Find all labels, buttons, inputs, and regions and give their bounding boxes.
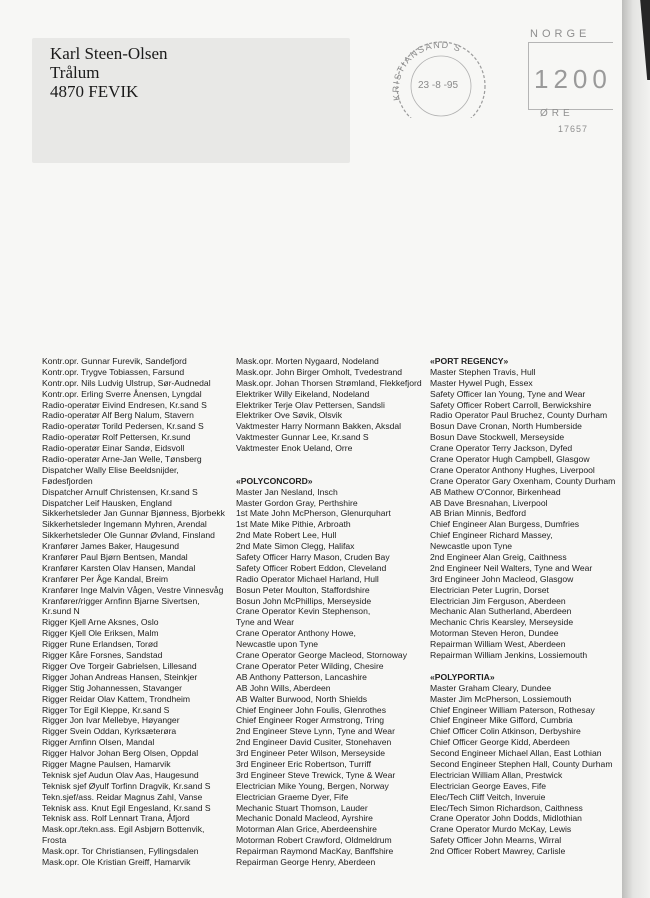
crew-entry: Dispatcher Leif Hausken, England [42, 497, 172, 508]
crew-entry: Motorman Robert Crawford, Oldmeldrum [236, 835, 392, 846]
crew-entry: Mechanic Chris Kearsley, Merseyside [430, 617, 574, 628]
crew-entry: Motorman Alan Grice, Aberdeenshire [236, 824, 377, 835]
crew-entry: Mechanic Donald Macleod, Ayrshire [236, 813, 373, 824]
crew-entry: Electrician William Allan, Prestwick [430, 769, 563, 780]
crew-entry: Rigger Kjell Arne Aksnes, Oslo [42, 617, 159, 628]
crew-entry: 2nd Mate Robert Lee, Hull [236, 530, 337, 541]
crew-entry: Sikkerhetsleder Ingemann Myhren, Arendal [42, 519, 207, 530]
crew-entry: 2nd Mate Simon Clegg, Halifax [236, 541, 355, 552]
crew-entry: Master Graham Cleary, Dundee [430, 682, 552, 693]
crew-entry: Master Hywel Pugh, Essex [430, 377, 533, 388]
ship-heading: «POLYPORTIA» [430, 671, 495, 682]
crew-entry: Repairman William Jenkins, Lossiemouth [430, 650, 588, 661]
crew-entry: 2nd Engineer Neil Walters, Tyne and Wear [430, 562, 593, 573]
crew-entry: Safety Officer Ian Young, Tyne and Wear [430, 388, 586, 399]
crew-entry: 1st Mate John McPherson, Glenurquhart [236, 508, 391, 519]
ship-heading: «POLYCONCORD» [236, 475, 313, 486]
crew-list-column-3 [430, 356, 615, 857]
address-window [32, 38, 350, 163]
address-street: Trålum [50, 63, 100, 82]
crew-entry: Second Engineer Stephen Hall, County Durham [430, 758, 613, 769]
crew-entry: 2nd Engineer Alan Greig, Caithness [430, 552, 567, 563]
page-edge-shadow [622, 0, 650, 898]
crew-entry: Master Gordon Gray, Perthshire [236, 497, 358, 508]
crew-entry: Crane Operator Peter Wilding, Chesire [236, 660, 384, 671]
crew-entry: Chief Officer George Kidd, Aberdeen [430, 737, 570, 748]
crew-entry: Teknisk sjef Øyulf Torfinn Dragvik, Kr.sand S [42, 780, 211, 791]
crew-entry: Safety Officer Robert Eddon, Cleveland [236, 562, 387, 573]
crew-entry: Rigger Kåre Forsnes, Sandstad [42, 650, 163, 661]
crew-entry: Kranfører Per Åge Kandal, Breim [42, 573, 169, 584]
crew-entry: Elektriker Ove Søvik, Olsvik [236, 410, 343, 421]
crew-entry: Bosun Dave Cronan, North Humberside [430, 421, 582, 432]
crew-entry: Repairman George Henry, Aberdeen [236, 856, 376, 867]
crew-entry: Radio Operator Michael Harland, Hull [236, 573, 379, 584]
scan-corner [636, 0, 650, 80]
crew-entry: Chief Engineer Alan Burgess, Dumfries [430, 519, 580, 530]
crew-entry: Kontr.opr. Trygve Tobiassen, Farsund [42, 366, 185, 377]
crew-list-column-2 [236, 356, 422, 868]
crew-entry: Electrician Graeme Dyer, Fife [236, 791, 349, 802]
crew-entry: Bosun Dave Stockwell, Merseyside [430, 432, 565, 443]
crew-entry: 3rd Engineer Eric Robertson, Turriff [236, 758, 372, 769]
crew-entry: Master Jan Nesland, Insch [236, 486, 338, 497]
crew-entry: Master Stephen Travis, Hull [430, 366, 536, 377]
crew-entry: Frosta [42, 835, 67, 846]
crew-entry: Tyne and Wear [236, 617, 295, 628]
meter-value: 1200 [534, 64, 612, 94]
crew-entry: Mechanic Alan Sutherland, Aberdeen [430, 606, 572, 617]
crew-entry: Rigger Rune Erlandsen, Torød [42, 639, 158, 650]
address-city: 4870 FEVIK [50, 82, 139, 101]
crew-entry: Bosun John McPhillips, Merseyside [236, 595, 372, 606]
meter-currency: ØRE [540, 108, 574, 119]
crew-entry: Sikkerhetsleder Ole Gunnar Øvland, Finsland [42, 530, 215, 541]
crew-entry: Vaktmester Gunnar Lee, Kr.sand S [236, 432, 369, 443]
crew-list-column-1 [42, 356, 225, 868]
crew-entry: Chief Engineer Richard Massey, [430, 530, 553, 541]
crew-entry: Chief Engineer Roger Armstrong, Tring [236, 715, 385, 726]
crew-entry: Kranfører Karsten Olav Hansen, Mandal [42, 562, 196, 573]
crew-entry: AB John Wills, Aberdeen [236, 682, 331, 693]
crew-entry: Kranfører Paul Bjørn Bentsen, Mandal [42, 552, 188, 563]
crew-entry: AB Mathew O'Connor, Birkenhead [430, 486, 561, 497]
crew-entry: Radio-operatør Einar Sandø, Eidsvoll [42, 443, 185, 454]
ship-heading: «PORT REGENCY» [430, 356, 509, 366]
crew-entry: Teknisk sjef Audun Olav Aas, Haugesund [42, 769, 199, 780]
crew-entry: Crane Operator George Macleod, Stornoway [236, 650, 408, 661]
crew-entry: Kontr.opr. Nils Ludvig Ulstrup, Sør-Audnedal [42, 377, 211, 388]
crew-entry: Kr.sund N [42, 606, 80, 617]
crew-entry: Crane Operator John Dodds, Midlothian [430, 813, 582, 824]
crew-entry: Rigger Johan Andreas Hansen, Steinkjer [42, 671, 198, 682]
crew-entry: Chief Engineer William Paterson, Rothesay [430, 704, 595, 715]
crew-entry: Elektriker Terje Olav Pettersen, Sandsli [236, 399, 385, 410]
crew-entry: Repairman William West, Aberdeen [430, 639, 566, 650]
crew-entry: Mask.opr. John Birger Omholt, Tvedestrand [236, 366, 403, 377]
address-name: Karl Steen-Olsen [50, 44, 168, 63]
crew-entry: Vaktmester Harry Normann Bakken, Aksdal [236, 421, 402, 432]
crew-entry: 2nd Officer Robert Mawrey, Carlisle [430, 846, 566, 857]
crew-entry: Mask.opr. Ole Kristian Greiff, Hamarvik [42, 856, 191, 867]
meter-country: NORGE [530, 28, 591, 40]
crew-entry: Mask.opr. Johan Thorsen Strømland, Flekkefjord [236, 377, 422, 388]
crew-entry: AB Brian Minnis, Bedford [430, 508, 527, 519]
crew-entry: Fødesfjorden [42, 475, 93, 486]
crew-entry: Kontr.opr. Gunnar Furevik, Sandefjord [42, 356, 187, 366]
crew-entry: Crane Operator Terry Jackson, Dyfed [430, 443, 573, 454]
crew-entry: Rigger Jon Ivar Mellebye, Høyanger [42, 715, 180, 726]
crew-entry: Radio-operatør Arne-Jan Welle, Tønsberg [42, 454, 202, 465]
crew-entry: Crane Operator Gary Oxenham, County Durham [430, 475, 616, 486]
crew-entry: Vaktmester Enok Ueland, Orre [236, 443, 353, 454]
crew-entry: Teknisk ass. Knut Egil Engesland, Kr.sand S [42, 802, 211, 813]
crew-entry: Safety Officer Robert Carroll, Berwickshire [430, 399, 592, 410]
crew-entry: Elec/Tech Simon Richardson, Caithness [430, 802, 583, 813]
crew-entry: Dispatcher Arnulf Christensen, Kr.sand S [42, 486, 198, 497]
crew-entry: Electrician Peter Lugrin, Dorset [430, 584, 549, 595]
crew-entry: Radio Operator Paul Bruchez, County Durham [430, 410, 608, 421]
crew-entry: 2nd Engineer David Cusiter, Stonehaven [236, 737, 392, 748]
crew-entry: Mechanic Stuart Thomson, Lauder [236, 802, 368, 813]
crew-entry: Newcastle upon Tyne [236, 639, 319, 650]
postmark-date: 23 -8 -95 [418, 80, 459, 91]
crew-entry: 2nd Engineer Steve Lynn, Tyne and Wear [236, 726, 395, 737]
crew-entry: Electrician Mike Young, Bergen, Norway [236, 780, 389, 791]
crew-entry: Rigger Arnfinn Olsen, Mandal [42, 737, 155, 748]
crew-entry: Chief Engineer Mike Gifford, Cumbria [430, 715, 573, 726]
crew-entry: Master Jim McPherson, Lossiemouth [430, 693, 572, 704]
crew-entry: Mask.opr. Morten Nygaard, Nodeland [236, 356, 379, 366]
crew-entry: Motorman Steven Heron, Dundee [430, 628, 559, 639]
crew-entry: AB Dave Bresnahan, Liverpool [430, 497, 548, 508]
meter-serial: 17657 [558, 124, 589, 134]
crew-entry: Crane Operator Anthony Howe, [236, 628, 356, 639]
crew-entry: Chief Officer Colin Atkinson, Derbyshire [430, 726, 581, 737]
crew-entry: Teknisk ass. Rolf Lennart Trana, Åfjord [42, 813, 190, 824]
crew-entry: Kranfører James Baker, Haugesund [42, 541, 180, 552]
crew-entry: Safety Officer Harry Mason, Cruden Bay [236, 552, 390, 563]
svg-text:KRISTIANSAND S [391, 40, 464, 102]
crew-entry: Dispatcher Wally Elise Beeldsnijder, [42, 464, 179, 475]
crew-entry: Rigger Tor Egil Kleppe, Kr.sand S [42, 704, 170, 715]
crew-entry: Bosun Peter Moulton, Staffordshire [236, 584, 370, 595]
crew-entry: Electrician Jim Ferguson, Aberdeen [430, 595, 566, 606]
crew-entry: Tekn.sjef/ass. Reidar Magnus Zahl, Vanse [42, 791, 203, 802]
crew-entry: Radio-operatør Rolf Pettersen, Kr.sund [42, 432, 191, 443]
crew-entry: Chief Engineer John Foulis, Glenrothes [236, 704, 386, 715]
crew-entry: Kranfører Inge Malvin Vågen, Vestre Vinnesvåg [42, 584, 224, 595]
crew-entry: Kontr.opr. Erling Sverre Ånensen, Lyngdal [42, 388, 202, 399]
crew-entry: Elektriker Willy Eikeland, Nodeland [236, 388, 370, 399]
crew-entry: 3rd Engineer Peter Wilson, Merseyside [236, 748, 386, 759]
crew-entry: Rigger Ove Torgeir Gabrielsen, Lillesand [42, 660, 197, 671]
spacer [430, 661, 615, 672]
crew-entry: Mask.opr./tekn.ass. Egil Asbjørn Bottenvik, [42, 824, 205, 835]
crew-entry: 1st Mate Mike Pithie, Arbroath [236, 519, 351, 530]
crew-entry: Electrician George Eaves, Fife [430, 780, 547, 791]
crew-entry: Radio-operatør Alf Berg Nalum, Stavern [42, 410, 194, 421]
spacer [236, 465, 422, 476]
crew-entry: Kranfører/rigger Arnfinn Bjarne Sivertsen, [42, 595, 200, 606]
crew-entry: Elec/Tech Cliff Veitch, Inveruie [430, 791, 546, 802]
franking-meter [528, 28, 618, 132]
crew-entry: Crane Operator Hugh Campbell, Glasgow [430, 454, 590, 465]
crew-entry: Safety Officer John Mearns, Wirral [430, 835, 562, 846]
crew-entry: Radio-operatør Eivind Endresen, Kr.sand S [42, 399, 207, 410]
crew-entry: Rigger Halvor Johan Berg Olsen, Oppdal [42, 748, 199, 759]
postmark-stamp [378, 36, 500, 118]
crew-entry: Rigger Kjell Ole Eriksen, Malm [42, 628, 159, 639]
crew-entry: Rigger Reidar Olav Kattem, Trondheim [42, 693, 191, 704]
crew-entry: Rigger Magne Paulsen, Hamarvik [42, 758, 171, 769]
crew-entry: Newcastle upon Tyne [430, 541, 513, 552]
crew-entry: Rigger Svein Oddan, Kyrksæterøra [42, 726, 177, 737]
crew-entry: Crane Operator Anthony Hughes, Liverpool [430, 464, 595, 475]
crew-entry: Repairman Raymond MacKay, Banffshire [236, 846, 394, 857]
crew-entry: Crane Operator Murdo McKay, Lewis [430, 824, 572, 835]
crew-entry: Sikkerhetsleder Jan Gunnar Bjønness, Bjorbekk [42, 508, 225, 519]
crew-entry: Second Engineer Michael Allan, East Lothian [430, 748, 602, 759]
crew-entry: Mask.opr. Tor Christiansen, Fyllingsdalen [42, 846, 199, 857]
crew-entry: AB Walter Burwood, North Shields [236, 693, 368, 704]
postmark-city: KRISTIANSAND S [390, 39, 464, 102]
crew-entry: Rigger Stig Johannessen, Stavanger [42, 682, 182, 693]
crew-entry: Radio-operatør Torild Pedersen, Kr.sand S [42, 421, 204, 432]
crew-entry: 3rd Engineer Steve Trewick, Tyne & Wear [236, 769, 396, 780]
spacer [236, 454, 422, 465]
crew-entry: AB Anthony Patterson, Lancashire [236, 671, 367, 682]
crew-entry: Crane Operator Kevin Stephenson, [236, 606, 371, 617]
crew-entry: 3rd Engineer John Macleod, Glasgow [430, 573, 574, 584]
